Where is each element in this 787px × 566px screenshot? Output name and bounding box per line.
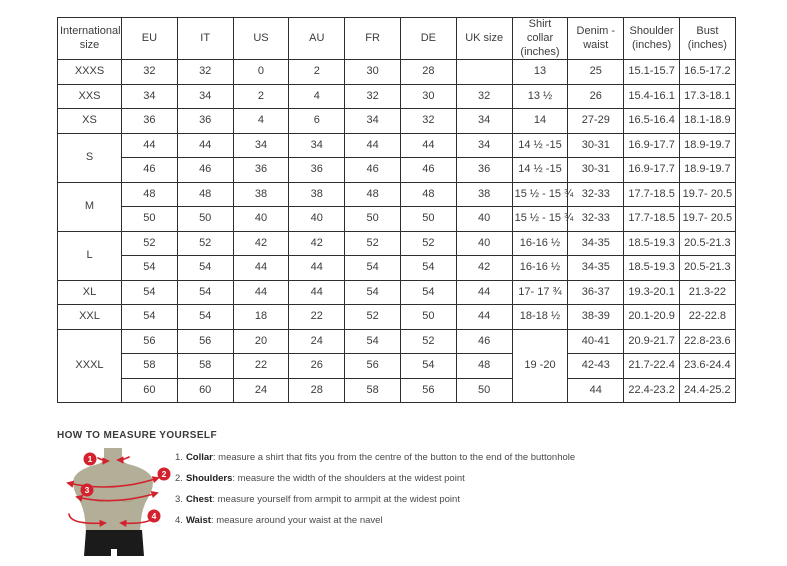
table-cell: 54 [177, 256, 233, 281]
column-header: International size [58, 18, 122, 60]
table-cell: 20.1-20.9 [624, 305, 680, 330]
table-cell: 58 [122, 354, 178, 379]
size-chart-table [57, 17, 736, 403]
table-cell: 54 [177, 280, 233, 305]
table-cell: 13 ½ [512, 84, 568, 109]
table-cell: 38 [289, 182, 345, 207]
table-cell: 54 [400, 354, 456, 379]
table-cell: 36 [122, 109, 178, 134]
table-cell: 40 [289, 207, 345, 232]
table-row [58, 329, 736, 354]
measure-step-2 [175, 468, 575, 489]
column-header: AU [289, 18, 345, 60]
table-cell: 38 [456, 182, 512, 207]
table-cell: 30-31 [568, 133, 624, 158]
table-cell: 24 [233, 378, 289, 403]
table-cell: 19.7- 20.5 [679, 182, 735, 207]
table-row [58, 84, 736, 109]
table-cell: 19 -20 [512, 329, 568, 403]
column-header: IT [177, 18, 233, 60]
table-row [58, 109, 736, 134]
table-cell: 52 [345, 305, 401, 330]
step-label: Shoulders [185, 473, 233, 484]
step-label: Collar [185, 452, 213, 463]
column-header: Bust (inches) [679, 18, 735, 60]
column-header: US [233, 18, 289, 60]
table-cell: 16.5-16.4 [624, 109, 680, 134]
measurement-figure [60, 446, 176, 564]
table-cell: 42 [289, 231, 345, 256]
table-row [58, 158, 736, 183]
table-cell: 36-37 [568, 280, 624, 305]
size-chart-body [58, 60, 736, 403]
table-cell: 50 [177, 207, 233, 232]
table-cell: 42-43 [568, 354, 624, 379]
table-cell: 18.9-19.7 [679, 133, 735, 158]
table-cell: 40 [233, 207, 289, 232]
table-cell: 54 [345, 329, 401, 354]
table-cell: 4 [289, 84, 345, 109]
column-header: DE [400, 18, 456, 60]
table-cell: 34 [233, 133, 289, 158]
table-row [58, 182, 736, 207]
table-cell: 21.3-22 [679, 280, 735, 305]
table-cell: 56 [122, 329, 178, 354]
table-cell: 27-29 [568, 109, 624, 134]
table-cell: 56 [345, 354, 401, 379]
table-row [58, 378, 736, 403]
column-header: Shirt collar (inches) [512, 18, 568, 60]
table-cell: 22.8-23.6 [679, 329, 735, 354]
table-cell: 30-31 [568, 158, 624, 183]
table-cell: 14 ½ -15 [512, 133, 568, 158]
measure-step-4 [175, 510, 575, 531]
table-cell: 34 [177, 84, 233, 109]
table-cell: 50 [345, 207, 401, 232]
table-cell: 50 [456, 378, 512, 403]
table-cell: 32 [456, 84, 512, 109]
step-text: : measure around your waist at the navel [210, 515, 383, 526]
table-cell: 22.4-23.2 [624, 378, 680, 403]
table-cell: 14 [512, 109, 568, 134]
step-text: : measure a shirt that fits you from the centre of the button to the end of the buttonhole [212, 452, 576, 463]
table-cell: 48 [400, 182, 456, 207]
step-text: : measure the width of the shoulders at the widest point [232, 473, 465, 484]
column-header: FR [345, 18, 401, 60]
figure-badge-4: 4 [151, 511, 157, 521]
table-cell: 44 [289, 256, 345, 281]
table-cell: 30 [400, 84, 456, 109]
table-cell: 38 [233, 182, 289, 207]
table-cell: 56 [177, 329, 233, 354]
table-cell: S [58, 133, 122, 182]
table-cell: 44 [233, 256, 289, 281]
table-cell: 15 ½ - 15 ¾ [512, 182, 568, 207]
table-cell: 54 [122, 280, 178, 305]
table-cell: 50 [122, 207, 178, 232]
table-cell: 50 [400, 207, 456, 232]
table-cell: 22-22.8 [679, 305, 735, 330]
table-cell: 48 [177, 182, 233, 207]
table-cell: 52 [400, 231, 456, 256]
table-cell: 4 [233, 109, 289, 134]
table-cell: 17.7-18.5 [624, 207, 680, 232]
step-number: 2. [175, 473, 183, 484]
step-text: : measure yourself from armpit to armpit at the widest point [212, 494, 460, 505]
measure-instructions [175, 447, 575, 531]
table-cell: 44 [289, 280, 345, 305]
table-cell: 25 [568, 60, 624, 85]
table-cell: 54 [122, 256, 178, 281]
table-row [58, 354, 736, 379]
size-chart-header-row [58, 18, 736, 60]
table-cell: L [58, 231, 122, 280]
table-cell: 34-35 [568, 256, 624, 281]
table-cell: 30 [345, 60, 401, 85]
step-number: 3. [175, 494, 183, 505]
table-cell: 19.7- 20.5 [679, 207, 735, 232]
table-cell: 16-16 ½ [512, 256, 568, 281]
figure-badge-3: 3 [84, 485, 90, 495]
table-cell: 23.6-24.4 [679, 354, 735, 379]
table-cell: 24.4-25.2 [679, 378, 735, 403]
table-cell: 52 [400, 329, 456, 354]
table-cell: XS [58, 109, 122, 134]
table-cell: 42 [233, 231, 289, 256]
table-cell: M [58, 182, 122, 231]
table-cell: 48 [345, 182, 401, 207]
table-cell: XL [58, 280, 122, 305]
table-cell: 42 [456, 256, 512, 281]
table-cell: 46 [122, 158, 178, 183]
table-cell: 38-39 [568, 305, 624, 330]
mannequin-shorts [84, 530, 144, 556]
table-cell [456, 60, 512, 85]
table-cell: 18.9-19.7 [679, 158, 735, 183]
table-cell: 40-41 [568, 329, 624, 354]
mannequin-illustration [60, 446, 176, 564]
table-cell: 58 [177, 354, 233, 379]
table-cell: 46 [345, 158, 401, 183]
figure-badge-2: 2 [161, 469, 167, 479]
table-cell: 56 [400, 378, 456, 403]
table-cell: 32 [400, 109, 456, 134]
table-cell: 44 [456, 280, 512, 305]
table-cell: 32 [177, 60, 233, 85]
column-header: Denim - waist [568, 18, 624, 60]
table-cell: 15 ½ - 15 ¾ [512, 207, 568, 232]
table-cell: XXL [58, 305, 122, 330]
table-cell: 46 [456, 329, 512, 354]
table-row [58, 280, 736, 305]
table-cell: 44 [122, 133, 178, 158]
table-cell: 46 [177, 158, 233, 183]
table-cell: 54 [122, 305, 178, 330]
table-cell: 6 [289, 109, 345, 134]
table-cell: 13 [512, 60, 568, 85]
table-cell: 16.9-17.7 [624, 133, 680, 158]
table-cell: 34 [289, 133, 345, 158]
table-row [58, 133, 736, 158]
table-cell: 48 [122, 182, 178, 207]
table-cell: 40 [456, 207, 512, 232]
table-cell: 15.1-15.7 [624, 60, 680, 85]
table-cell: 18.5-19.3 [624, 256, 680, 281]
table-cell: 34 [456, 133, 512, 158]
table-row [58, 60, 736, 85]
table-cell: 34 [456, 109, 512, 134]
step-label: Waist [185, 515, 211, 526]
column-header: UK size [456, 18, 512, 60]
table-cell: 52 [122, 231, 178, 256]
table-cell: 21.7-22.4 [624, 354, 680, 379]
table-cell: 36 [177, 109, 233, 134]
step-label: Chest [185, 494, 213, 505]
table-cell: 18-18 ½ [512, 305, 568, 330]
table-cell: 60 [177, 378, 233, 403]
table-cell: 32 [345, 84, 401, 109]
table-cell: 54 [400, 280, 456, 305]
measure-step-3 [175, 489, 575, 510]
table-cell: 0 [233, 60, 289, 85]
table-cell: 16-16 ½ [512, 231, 568, 256]
table-cell: XXS [58, 84, 122, 109]
table-cell: 2 [289, 60, 345, 85]
table-cell: 44 [233, 280, 289, 305]
table-cell: 50 [400, 305, 456, 330]
table-cell: 18.5-19.3 [624, 231, 680, 256]
table-cell: 34 [345, 109, 401, 134]
table-cell: 54 [345, 256, 401, 281]
table-cell: 36 [289, 158, 345, 183]
table-cell: 15.4-16.1 [624, 84, 680, 109]
table-row [58, 207, 736, 232]
table-cell: 28 [289, 378, 345, 403]
table-cell: 16.5-17.2 [679, 60, 735, 85]
table-cell: 48 [456, 354, 512, 379]
table-cell: 16.9-17.7 [624, 158, 680, 183]
column-header: EU [122, 18, 178, 60]
table-cell: 2 [233, 84, 289, 109]
column-header: Shoulder (inches) [624, 18, 680, 60]
table-cell: 26 [289, 354, 345, 379]
step-number: 1. [175, 452, 183, 463]
table-row [58, 305, 736, 330]
table-cell: 18.1-18.9 [679, 109, 735, 134]
table-cell: 17- 17 ¾ [512, 280, 568, 305]
table-cell: 28 [400, 60, 456, 85]
table-cell: 36 [233, 158, 289, 183]
table-cell: 18 [233, 305, 289, 330]
table-cell: 44 [456, 305, 512, 330]
table-row [58, 231, 736, 256]
table-cell: 44 [177, 133, 233, 158]
table-row [58, 256, 736, 281]
measure-step-1 [175, 447, 575, 468]
table-cell: 17.3-18.1 [679, 84, 735, 109]
table-cell: 19.3-20.1 [624, 280, 680, 305]
table-cell: 58 [345, 378, 401, 403]
measure-section-heading: HOW TO MEASURE YOURSELF [57, 430, 217, 441]
table-cell: 32-33 [568, 207, 624, 232]
table-cell: 44 [568, 378, 624, 403]
table-cell: 20.5-21.3 [679, 231, 735, 256]
figure-badge-1: 1 [87, 454, 93, 464]
table-cell: 20.5-21.3 [679, 256, 735, 281]
table-cell: 32-33 [568, 182, 624, 207]
table-cell: 54 [345, 280, 401, 305]
table-cell: XXXS [58, 60, 122, 85]
table-cell: XXXL [58, 329, 122, 403]
table-cell: 36 [456, 158, 512, 183]
table-cell: 54 [177, 305, 233, 330]
table-cell: 20.9-21.7 [624, 329, 680, 354]
table-cell: 52 [177, 231, 233, 256]
table-cell: 44 [400, 133, 456, 158]
table-cell: 52 [345, 231, 401, 256]
table-cell: 40 [456, 231, 512, 256]
table-cell: 44 [345, 133, 401, 158]
table-cell: 32 [122, 60, 178, 85]
table-cell: 22 [289, 305, 345, 330]
table-cell: 34-35 [568, 231, 624, 256]
table-cell: 20 [233, 329, 289, 354]
step-number: 4. [175, 515, 183, 526]
table-cell: 22 [233, 354, 289, 379]
table-cell: 34 [122, 84, 178, 109]
table-cell: 14 ½ -15 [512, 158, 568, 183]
table-cell: 24 [289, 329, 345, 354]
table-cell: 54 [400, 256, 456, 281]
table-cell: 60 [122, 378, 178, 403]
table-cell: 46 [400, 158, 456, 183]
table-cell: 17.7-18.5 [624, 182, 680, 207]
table-cell: 26 [568, 84, 624, 109]
